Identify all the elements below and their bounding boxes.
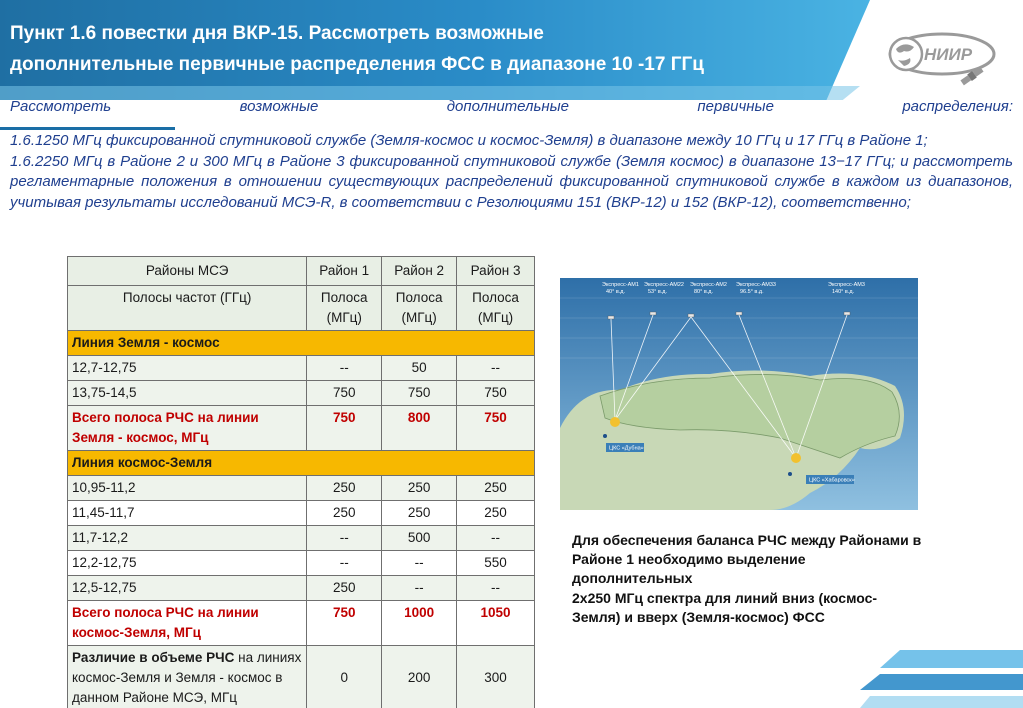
- decorative-stripes: [860, 640, 1023, 708]
- table-row: [68, 576, 535, 601]
- satellite-icon: [736, 312, 742, 315]
- table-cell: 250: [382, 501, 457, 526]
- table-cell: 250: [457, 476, 535, 501]
- station-khabarovsk-marker: [791, 453, 801, 463]
- table-cell: --: [457, 576, 535, 601]
- table-header-cell: Район 2: [382, 257, 457, 286]
- sat-pos-am1: 40° в.д.: [606, 289, 626, 295]
- agenda-items: [10, 131, 1013, 213]
- uplink-total-value: 800: [382, 406, 457, 451]
- station-khabarovsk-label: ЦКС «Хабаровск»: [809, 477, 855, 484]
- table-subheader-row: [68, 286, 535, 331]
- balance-note-part2: 2х250 МГц спектра для линий вниз (космос-Земля) и вверх (Земля-космос) ФСС: [572, 589, 878, 625]
- section-uplink-label: Линия Земля - космос: [68, 331, 535, 356]
- uplink-total-label: Всего полоса РЧС на линии Земля - космос, МГц: [68, 406, 307, 451]
- table-cell: 50: [382, 356, 457, 381]
- title-line-1: Пункт 1.6 повестки дня ВКР-15. Рассмотреть возможные: [10, 23, 544, 44]
- title-line-2: дополнительные первичные распределения ФСС в диапазоне 10 -17 ГГц: [10, 54, 704, 75]
- table-subheader-cell: Полосы частот (ГГц): [68, 286, 307, 331]
- table-subheader-cell: Полоса (МГц): [307, 286, 382, 331]
- intro-divider: [0, 127, 175, 130]
- table-cell: 12,2-12,75: [68, 551, 307, 576]
- sat-label-am1: Экспресс-АМ1: [602, 282, 639, 288]
- agenda-item-1-6-2: 1.6.2250 МГц в Районе 2 и 300 МГц в Районе 3 фиксированной спутниковой службе (Земля космос) в диапазоне 13−17 ГГц; и рассмотреть регламентарные положения в отношении существующих распределений фиксированной спутниковой службе в каждом из диапазонов, учитывая результаты исследований МСЭ-R, в соответствии с Резолюциями 151 (ВКР-12) и 152 (ВКР-12), соответственно;: [10, 152, 1013, 211]
- difference-value: 300: [457, 646, 535, 708]
- table-row: [68, 501, 535, 526]
- table-cell: --: [382, 576, 457, 601]
- section-downlink-row: [68, 451, 535, 476]
- downlink-total-value: 750: [307, 601, 382, 646]
- satellite-coverage-map: [560, 278, 918, 510]
- table-cell: 11,7-12,2: [68, 526, 307, 551]
- uplink-total-value: 750: [457, 406, 535, 451]
- section-uplink-row: [68, 331, 535, 356]
- table-cell: 550: [457, 551, 535, 576]
- difference-label-bold: Различие в объеме РЧС: [72, 650, 235, 665]
- table-cell: --: [457, 526, 535, 551]
- table-cell: --: [382, 551, 457, 576]
- city-dot: [603, 434, 607, 438]
- city-dot: [788, 472, 792, 476]
- table-row: [68, 526, 535, 551]
- sat-pos-am3: 140° в.д.: [832, 289, 855, 295]
- intro-line: Рассмотреть возможные дополнительные первичные распределения:: [10, 98, 1013, 115]
- difference-value: 200: [382, 646, 457, 708]
- sat-label-am3: Экспресс-АМ3: [828, 282, 865, 288]
- balance-note: [572, 531, 922, 627]
- table-cell: 250: [307, 501, 382, 526]
- table-cell: 10,95-11,2: [68, 476, 307, 501]
- table-cell: 250: [307, 576, 382, 601]
- table-cell: --: [307, 526, 382, 551]
- table-cell: --: [457, 356, 535, 381]
- table-cell: 750: [382, 381, 457, 406]
- sat-label-am2: Экспресс-АМ2: [690, 282, 727, 288]
- downlink-total-value: 1050: [457, 601, 535, 646]
- table-header-cell: Район 1: [307, 257, 382, 286]
- satellite-icon: [844, 312, 850, 315]
- table-cell: 750: [457, 381, 535, 406]
- downlink-total-row: [68, 601, 535, 646]
- table-row: [68, 551, 535, 576]
- difference-label-rest: на линиях космос-Земля и Земля - космос в данном Районе МСЭ, МГц: [72, 650, 302, 705]
- table-header-cell: Районы МСЭ: [68, 257, 307, 286]
- table-subheader-cell: Полоса (МГц): [457, 286, 535, 331]
- satellite-icon: [650, 312, 656, 315]
- table-cell: 11,45-11,7: [68, 501, 307, 526]
- satellite-icon: [608, 316, 614, 319]
- table-cell: 12,7-12,75: [68, 356, 307, 381]
- sat-pos-am22: 53° в.д.: [648, 289, 668, 295]
- table-cell: 250: [307, 476, 382, 501]
- allocation-table: [67, 256, 535, 708]
- station-dubna-label: ЦКС «Дубна»: [609, 445, 644, 452]
- difference-label: [68, 646, 307, 708]
- agenda-item-1-6-1: 1.6.1250 МГц фиксированной спутниковой службе (Земля-космос и космос-Земля) в диапазоне между 10 ГГц и 17 ГГц в Районе 1;: [10, 132, 928, 149]
- table-row: [68, 476, 535, 501]
- downlink-total-value: 1000: [382, 601, 457, 646]
- logo-text: НИИР: [924, 45, 973, 64]
- table-cell: 12,5-12,75: [68, 576, 307, 601]
- table-cell: --: [307, 356, 382, 381]
- station-dubna-marker: [610, 417, 620, 427]
- page-title: [10, 18, 860, 80]
- section-downlink-label: Линия космос-Земля: [68, 451, 535, 476]
- difference-value: 0: [307, 646, 382, 708]
- table-cell: --: [307, 551, 382, 576]
- table-header-cell: Район 3: [457, 257, 535, 286]
- sat-pos-am2: 80° в.д.: [694, 289, 714, 295]
- uplink-total-row: [68, 406, 535, 451]
- table-header-row: [68, 257, 535, 286]
- balance-note-part1: Для обеспечения баланса РЧС между Районами в Районе 1 необходимо выделение дополнительных: [572, 532, 922, 587]
- table-cell: 250: [382, 476, 457, 501]
- table-cell: 500: [382, 526, 457, 551]
- niir-logo: [880, 24, 1000, 90]
- downlink-total-label: Всего полоса РЧС на линии космос-Земля, МГц: [68, 601, 307, 646]
- table-cell: 13,75-14,5: [68, 381, 307, 406]
- sat-label-am22: Экспресс-АМ22: [644, 282, 684, 288]
- sat-label-am33: Экспресс-АМ33: [736, 282, 776, 288]
- table-cell: 250: [457, 501, 535, 526]
- sat-pos-am33: 96.5° в.д.: [740, 289, 764, 295]
- uplink-total-value: 750: [307, 406, 382, 451]
- table-row: [68, 381, 535, 406]
- difference-row: [68, 646, 535, 708]
- table-subheader-cell: Полоса (МГц): [382, 286, 457, 331]
- table-row: [68, 356, 535, 381]
- table-cell: 750: [307, 381, 382, 406]
- satellite-icon: [688, 314, 694, 317]
